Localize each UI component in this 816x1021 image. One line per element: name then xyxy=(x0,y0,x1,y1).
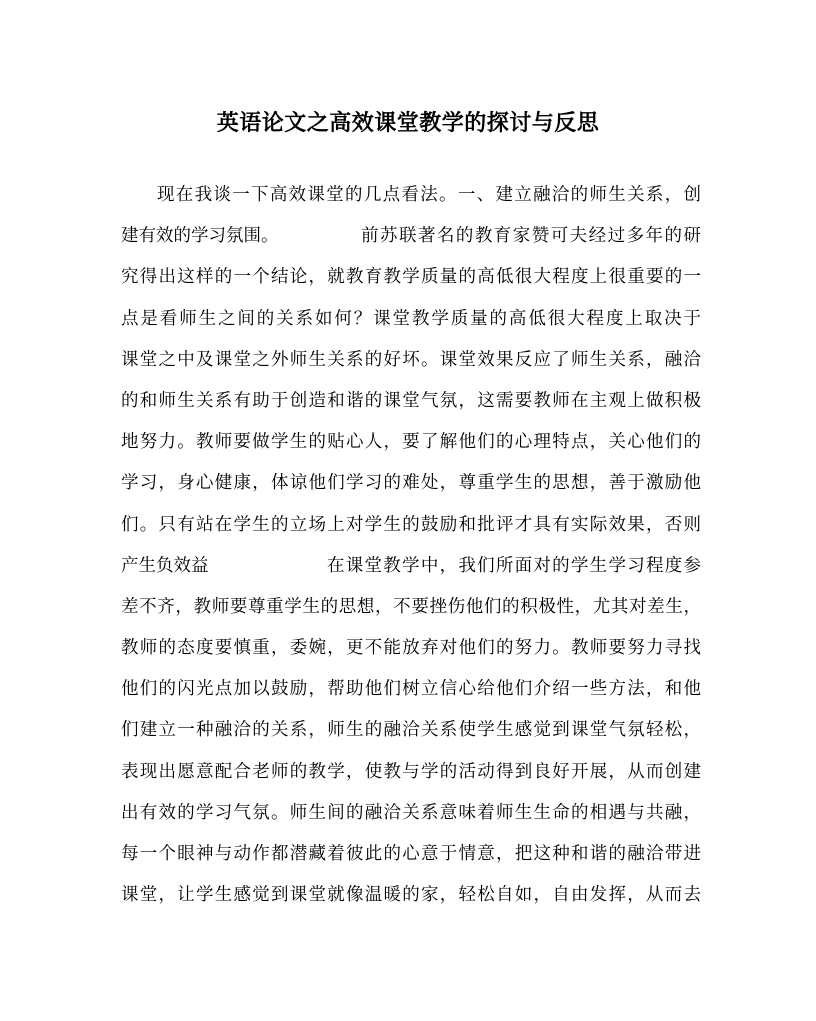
line-text-right: 前苏联著名的教育家赞可夫经过多年的研 xyxy=(361,226,701,247)
paragraph-line xyxy=(121,592,701,633)
paragraph-line xyxy=(121,798,701,839)
paragraph-line xyxy=(121,180,701,221)
paragraph-line xyxy=(121,427,701,468)
line-text: 差不齐，教师要尊重学生的思想，不要挫伤他们的积极性，尤其对差生， xyxy=(121,596,701,617)
line-text: 究得出这样的一个结论，就教育教学质量的高低很大程度上很重要的一 xyxy=(121,267,701,288)
paragraph-line xyxy=(121,633,701,674)
paragraph-line xyxy=(121,221,701,262)
line-text: 出有效的学习气氛。师生间的融洽关系意味着师生生命的相遇与共融， xyxy=(121,802,701,823)
line-text: 们。只有站在学生的立场上对学生的鼓励和批评才具有实际效果，否则 xyxy=(121,514,701,535)
line-text: 现在我谈一下高效课堂的几点看法。一、建立融洽的师生关系，创 xyxy=(157,185,701,205)
line-text: 地努力。教师要做学生的贴心人，要了解他们的心理特点，关心他们的 xyxy=(121,432,701,453)
paragraph-line xyxy=(121,262,701,303)
line-text: 学习，身心健康，体谅他们学习的难处，尊重学生的思想，善于激励他 xyxy=(121,473,701,494)
line-text: 每一个眼神与动作都潜藏着彼此的心意于情意，把这种和谐的融洽带进 xyxy=(121,844,701,864)
line-text: 教师的态度要慎重，委婉，更不能放弃对他们的努力。教师要努力寻找 xyxy=(121,638,701,659)
line-text: 课堂，让学生感觉到课堂就像温暖的家，轻松自如，自由发挥，从而去 xyxy=(121,885,701,906)
paragraph-line xyxy=(121,757,701,798)
paragraph-line xyxy=(121,715,701,756)
line-text-left: 产生负效益 xyxy=(121,555,209,576)
document-body xyxy=(121,180,701,921)
line-text: 的和师生关系有助于创造和谐的课堂气氛，这需要教师在主观上做积极 xyxy=(121,390,701,411)
paragraph-line xyxy=(121,674,701,715)
line-text-left: 建有效的学习氛围。 xyxy=(121,226,279,247)
paragraph-line xyxy=(121,386,701,427)
line-text: 他们的闪光点加以鼓励，帮助他们树立信心给他们介绍一些方法，和他 xyxy=(121,679,701,700)
line-text: 们建立一种融洽的关系，师生的融洽关系使学生感觉到课堂气氛轻松， xyxy=(121,720,701,741)
line-text-right: 在课堂教学中，我们所面对的学生学习程度参 xyxy=(327,555,701,576)
paragraph-line xyxy=(121,551,701,592)
line-text: 表现出愿意配合老师的教学，使教与学的活动得到良好开展，从而创建 xyxy=(121,761,701,782)
paragraph-line xyxy=(121,880,701,921)
paragraph-line xyxy=(121,345,701,386)
paragraph-line xyxy=(121,304,701,345)
paragraph-line xyxy=(121,839,701,880)
line-text: 点是看师生之间的关系如何？课堂教学质量的高低很大程度上取决于 xyxy=(121,308,701,329)
paragraph-line xyxy=(121,510,701,551)
line-text: 课堂之中及课堂之外师生关系的好坏。课堂效果反应了师生关系，融洽 xyxy=(121,349,701,370)
paragraph-line xyxy=(121,468,701,509)
document-title: 英语论文之高效课堂教学的探讨与反思 xyxy=(216,110,600,136)
